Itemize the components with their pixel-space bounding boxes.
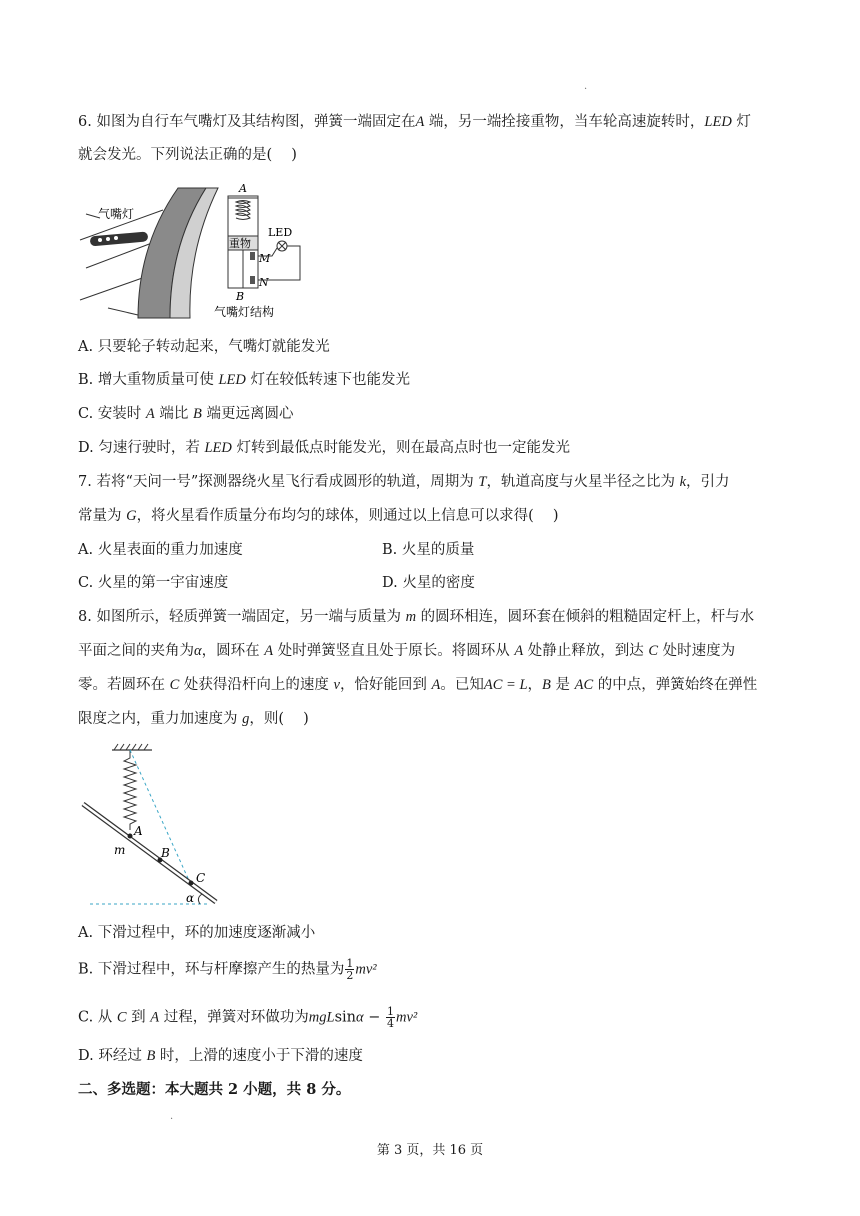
contact-M [250, 252, 255, 260]
text: D. 匀速行驶时，若 [78, 440, 205, 456]
text: 端更远离圆心 [201, 406, 294, 422]
text: 端比 [154, 406, 193, 422]
text: 是 [550, 677, 575, 693]
q8-stem-line4 [78, 709, 309, 729]
text: 处获得沿杆向上的速度 [179, 677, 334, 693]
q7-stem-line1 [78, 472, 730, 492]
q6-option-a: A. 只要轮子转动起来，气嘴灯就能发光 [78, 339, 330, 355]
var-alpha: α [355, 1009, 364, 1026]
frac-num: 1 [386, 1005, 394, 1018]
q7-stem-line2 [78, 506, 559, 526]
text: 8. 如图所示，轻质弹簧一端固定，另一端与质量为 [78, 609, 406, 625]
q6-option-b [78, 370, 410, 390]
page-dot-bottom: · [170, 1114, 174, 1125]
var-T: T [478, 474, 487, 490]
var-A: A [415, 114, 425, 130]
label-N: N [259, 276, 269, 289]
label-LED: LED [268, 226, 293, 239]
var-A: A [264, 643, 274, 659]
q8-stem-line1 [78, 607, 754, 627]
equation-AC-L: AC = L [483, 677, 528, 693]
text: 处静止释放，到达 [523, 643, 649, 659]
q6-option-c [78, 404, 293, 424]
var-LED: LED [704, 114, 732, 130]
var-B: B [542, 677, 551, 693]
q7-option-b: B. 火星的质量 [382, 542, 475, 558]
expr-mgL: mgL [308, 1009, 335, 1026]
section-heading-multiple-choice: 二、多选题：本大题共 2 小题，共 8 分。 [78, 1081, 351, 1098]
minus: − [363, 1009, 385, 1026]
spring-shape [124, 750, 136, 830]
label-A: A [134, 824, 143, 838]
fraction-one-half [345, 958, 354, 981]
text: ，圆环在 [201, 643, 265, 659]
text: C. 从 [78, 1009, 117, 1026]
page-footer: 第 3 页，共 16 页 [376, 1143, 484, 1158]
q8-option-d [78, 1046, 363, 1066]
ceiling-hatch [114, 744, 148, 750]
text: 灯 [731, 114, 751, 130]
expr-sin: sin [334, 1009, 356, 1026]
var-k: k [679, 474, 687, 490]
contact-N [250, 276, 255, 284]
text: 到 [126, 1009, 151, 1026]
var-A: A [145, 406, 155, 422]
fig-dot [106, 237, 110, 241]
text: ，恰好能回到 [339, 677, 432, 693]
text: ，引力 [686, 474, 730, 490]
var-g: g [242, 711, 250, 727]
text: 处时速度为 [658, 643, 736, 659]
var-A: A [431, 677, 441, 693]
text: B. 增大重物质量可使 [78, 372, 219, 388]
expr-mv2: mv² [355, 961, 377, 978]
var-G: G [126, 508, 137, 524]
text: 限度之内，重力加速度为 [78, 711, 243, 727]
text: 7. 若将“天问一号”探测器绕火星飞行看成圆形的轨道，周期为 [78, 474, 479, 490]
text: 端，另一端拴接重物，当车轮高速旋转时， [424, 114, 705, 130]
text: 过程，弹簧对环做功为 [159, 1009, 309, 1026]
q6-stem-line1 [78, 112, 751, 132]
expr-mv2: mv² [395, 1009, 418, 1026]
q8-stem-line3 [78, 675, 757, 695]
text: 6. 如图为自行车气嘴灯及其结构图，弹簧一端固定在 [78, 114, 416, 130]
text: 。已知 [440, 677, 484, 693]
figure-caption: 气嘴灯结构 [214, 305, 275, 319]
var-LED: LED [218, 372, 246, 388]
spring-shape [236, 201, 250, 220]
text: 处时弹簧竖直且处于原长。将圆环从 [273, 643, 515, 659]
label-A: A [239, 182, 247, 195]
page-dot-top: · [584, 84, 588, 95]
var-v: v [333, 677, 340, 693]
var-C: C [648, 643, 659, 659]
var-AC: AC [574, 677, 594, 693]
q7-option-c: C. 火星的第一宇宙速度 [78, 575, 229, 591]
fig-dot [98, 238, 102, 242]
var-m: m [405, 609, 417, 625]
rod-inner [83, 804, 216, 902]
q8-option-c [78, 1006, 417, 1029]
text: 的圆环相连，圆环套在倾斜的粗糙固定杆上，杆与水 [416, 609, 755, 625]
fig-line [80, 276, 148, 300]
label-C: C [196, 871, 206, 885]
var-alpha: α [194, 643, 202, 659]
text: 的中点，弹簧始终在弹性 [593, 677, 758, 693]
label-B: B [236, 290, 245, 303]
q6-stem-line2: 就会发光。下列说法正确的是( ) [78, 147, 297, 163]
point-C [189, 881, 194, 886]
label-m: m [114, 843, 126, 857]
label-zhongwu: 重物 [229, 237, 251, 250]
q6-option-d [78, 438, 570, 458]
text: 时，上滑的速度小于下滑的速度 [155, 1048, 363, 1064]
frac-den: 4 [386, 1017, 394, 1030]
var-B: B [192, 406, 202, 422]
text: 灯转到最低点时能发光，则在最高点时也一定能发光 [231, 440, 570, 456]
text: ， [527, 677, 543, 693]
var-A: A [150, 1009, 160, 1026]
var-LED: LED [204, 440, 232, 456]
text: D. 环经过 [78, 1048, 147, 1064]
var-C: C [169, 677, 180, 693]
text: 平面之间的夹角为 [78, 643, 194, 659]
q8-option-a: A. 下滑过程中，环的加速度逐渐减小 [78, 925, 316, 941]
text: B. 下滑过程中，环与杆摩擦产生的热量为 [78, 961, 345, 978]
fig-dot [114, 236, 118, 240]
q8-stem-line2 [78, 641, 735, 661]
dashed-anchor-to-C [130, 750, 191, 885]
angle-arc [198, 894, 202, 904]
text: ，轨道高度与火星半径之比为 [486, 474, 680, 490]
text: C. 安装时 [78, 406, 146, 422]
label-alpha: α [186, 891, 195, 905]
text: 零。若圆环在 [78, 677, 170, 693]
q7-option-a: A. 火星表面的重力加速度 [78, 542, 243, 558]
label-qizuideng: 气嘴灯 [98, 207, 135, 221]
var-C: C [116, 1009, 127, 1026]
frac-num: 1 [346, 957, 354, 970]
var-A: A [514, 643, 524, 659]
point-A [128, 834, 133, 839]
fraction-one-quarter [386, 1006, 395, 1029]
q6-figure [78, 180, 310, 320]
text: ，将火星看作质量分布均匀的球体，则通过以上信息可以求得( ) [136, 508, 559, 524]
q7-option-d: D. 火星的密度 [382, 575, 475, 591]
frac-den: 2 [346, 969, 354, 982]
q8-figure [78, 742, 228, 912]
var-B: B [146, 1048, 156, 1064]
text: ，则( ) [249, 711, 309, 727]
text: 常量为 [78, 508, 127, 524]
fig-line [108, 308, 138, 315]
text: 灯在较低转速下也能发光 [245, 372, 410, 388]
label-B: B [161, 846, 170, 860]
label-M: M [259, 252, 271, 265]
q8-option-b [78, 958, 377, 981]
